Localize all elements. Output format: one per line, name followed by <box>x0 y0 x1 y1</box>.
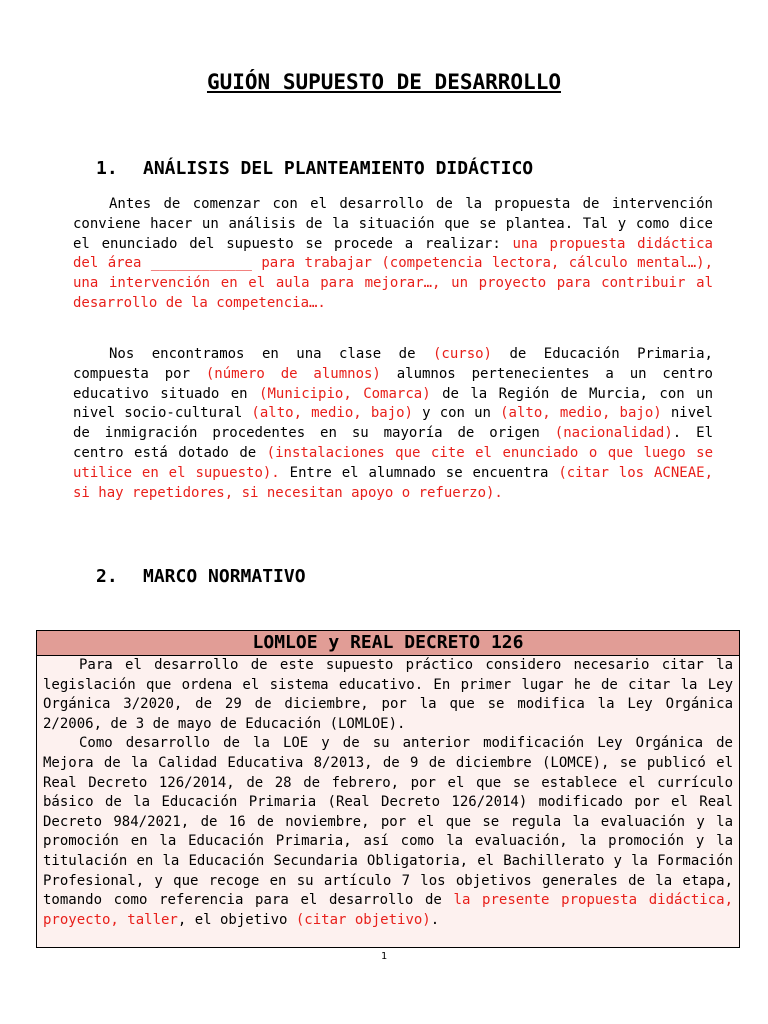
body-text: Antes de comenzar con el desarrollo de la propuesta de intervención conviene hacer un análisis de la situación que se plantea. Tal y como dice el enunciado del supuesto se procede a realizar: <box>73 196 713 252</box>
body-text: de Educación Primaria, compuesta por <box>73 346 713 382</box>
placeholder-text: (citar los ACNEAE, si hay repetidores, si necesitan apoyo o refuerzo). <box>73 464 714 501</box>
placeholder-text: la presente propuesta didáctica, proyecto, taller <box>43 892 733 928</box>
section-heading-analisis <box>96 157 533 181</box>
paragraph-context <box>73 345 713 503</box>
body-text: nivel de inmigración procedentes en su mayoría de origen <box>73 405 713 442</box>
placeholder-text: (curso) <box>432 346 492 362</box>
placeholder-text: (alto, medio, bajo) <box>251 405 413 422</box>
legislation-box-body <box>37 656 739 930</box>
legislation-paragraph-2 <box>43 734 733 930</box>
body-text: y con un <box>413 405 501 422</box>
body-text: de la Región de Murcia, con un nivel socio-cultural <box>73 385 714 422</box>
legislation-box <box>36 630 740 948</box>
page-number: 1 <box>380 951 388 962</box>
body-text: . <box>430 911 440 928</box>
legislation-paragraph-1 <box>43 656 733 734</box>
legislation-box-header: LOMLOE y REAL DECRETO 126 <box>37 631 739 656</box>
section-number: 1. <box>96 158 118 179</box>
placeholder-text: (número de alumnos) <box>205 365 381 382</box>
document-title: GUIÓN SUPUESTO DE DESARROLLO <box>206 70 561 94</box>
body-text: alumnos pertenecientes a un centro educativo situado en <box>73 365 713 402</box>
section-title: MARCO NORMATIVO <box>143 566 306 587</box>
body-text: Nos encontramos en una clase de <box>109 346 433 362</box>
placeholder-text: (alto, medio, bajo) <box>500 405 662 422</box>
body-text: Para el desarrollo de este supuesto práctico considero necesario citar la legislación que ordena el sistema educativo. En primer lugar he de citar la Ley Orgánica 3/2020, de 29 de diciembre, por la que se modifica la Ley Orgánica 2/2006, de 3 de mayo de Educación (LOMLOE). <box>43 657 733 732</box>
placeholder-text: una propuesta didáctica del área ____________ para trabajar (competencia lectora, cálculo mental…), una intervención en el aula para mejorar…, un proyecto para contribuir al desarrollo de la competencia…. <box>73 235 713 311</box>
section-number: 2. <box>96 566 118 587</box>
placeholder-text: (Municipio, Comarca) <box>259 385 431 402</box>
section-heading-marco-normativo <box>96 565 306 589</box>
body-text: , el objetivo <box>177 911 296 928</box>
placeholder-text: (nacionalidad) <box>554 425 673 442</box>
paragraph-intro <box>73 195 713 314</box>
placeholder-text: (citar objetivo) <box>295 911 431 928</box>
placeholder-text: (instalaciones que cite el enunciado o que luego se utilice en el supuesto). <box>73 444 713 481</box>
section-title: ANÁLISIS DEL PLANTEAMIENTO DIDÁCTICO <box>143 158 534 179</box>
body-text: Como desarrollo de la LOE y de su anterior modificación Ley Orgánica de Mejora de la Calidad Educativa 8/2013, de 9 de diciembre (LOMCE), se publicó el Real Decreto 126/2014, de 28 de febrero, por el que se establece el currículo básico de la Educación Primaria (Real Decreto 126/2014) modificado por el Real Decreto 984/2021, de 16 de noviembre, por el que se regula la evaluación y la promoción en la Educación Primaria, así como la evaluación, la promoción y la titulación en la Educación Secundaria Obligatoria, el Bachillerato y la Formación Profesional, y que recoge en su artículo 7 los objetivos generales de la etapa, tomando como referencia para el desarrollo de <box>43 735 733 909</box>
body-text: Entre el alumnado se encuentra <box>279 464 559 481</box>
body-text: . El centro está dotado de <box>73 425 713 461</box>
